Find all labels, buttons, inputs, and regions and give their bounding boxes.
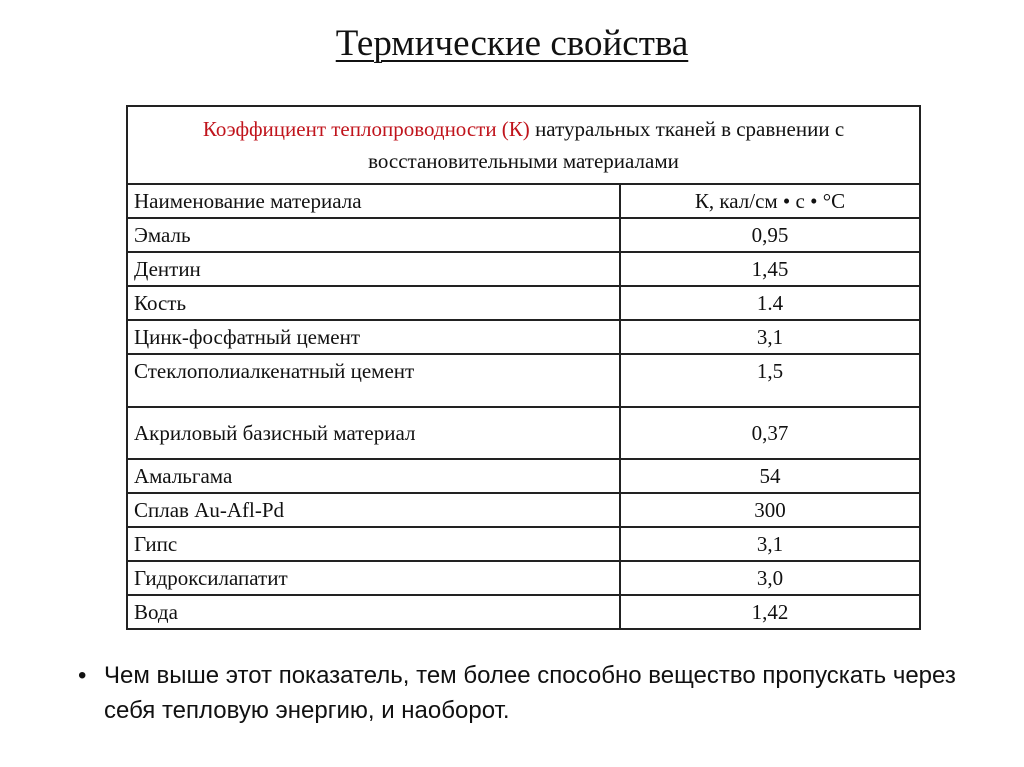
slide-title: Термические свойства [335, 23, 689, 64]
k-value: 300 [620, 493, 920, 527]
material-name: Вода [127, 595, 620, 629]
table-row [127, 407, 920, 459]
caption-text: натуральных тканей в сравнении с восстановительными материалами [368, 117, 845, 173]
table-caption [127, 106, 920, 184]
material-name: Акриловый базисный материал [127, 407, 620, 459]
bullet-text: Чем выше этот показатель, тем более способно вещество пропускать через себя тепловую энергию, и наоборот. [104, 662, 956, 724]
table-row [127, 595, 920, 629]
material-name: Эмаль [127, 218, 620, 252]
k-value: 1,42 [620, 595, 920, 629]
material-name: Гидроксилапатит [127, 561, 620, 595]
table-row [127, 354, 920, 407]
caption-highlight: Коэффициент теплопроводности (К) [202, 117, 530, 141]
material-name: Сплав Au-Afl-Pd [127, 493, 620, 527]
header-material: Наименование материала [127, 184, 620, 218]
table-row [127, 561, 920, 595]
table-row [127, 286, 920, 320]
table-row [127, 320, 920, 354]
k-value: 1.4 [620, 286, 920, 320]
k-value: 54 [620, 459, 920, 493]
material-name: Кость [127, 286, 620, 320]
thermal-conductivity-table [126, 105, 921, 630]
k-value: 3,1 [620, 320, 920, 354]
k-value: 1,5 [620, 354, 920, 407]
k-value: 3,1 [620, 527, 920, 561]
material-name: Дентин [127, 252, 620, 286]
material-name: Гипс [127, 527, 620, 561]
table-row [127, 527, 920, 561]
table-row [127, 493, 920, 527]
k-value: 1,45 [620, 252, 920, 286]
k-value: 3,0 [620, 561, 920, 595]
table-row [127, 459, 920, 493]
material-name: Цинк-фосфатный цемент [127, 320, 620, 354]
k-value: 0,37 [620, 407, 920, 459]
header-k: К, кал/см • с • °С [620, 184, 920, 218]
bullet-marker: • [78, 662, 87, 689]
table-row [127, 218, 920, 252]
material-name: Амальгама [127, 459, 620, 493]
material-name: Стеклополиалкенатный цемент [127, 354, 620, 407]
table-row [127, 252, 920, 286]
k-value: 0,95 [620, 218, 920, 252]
